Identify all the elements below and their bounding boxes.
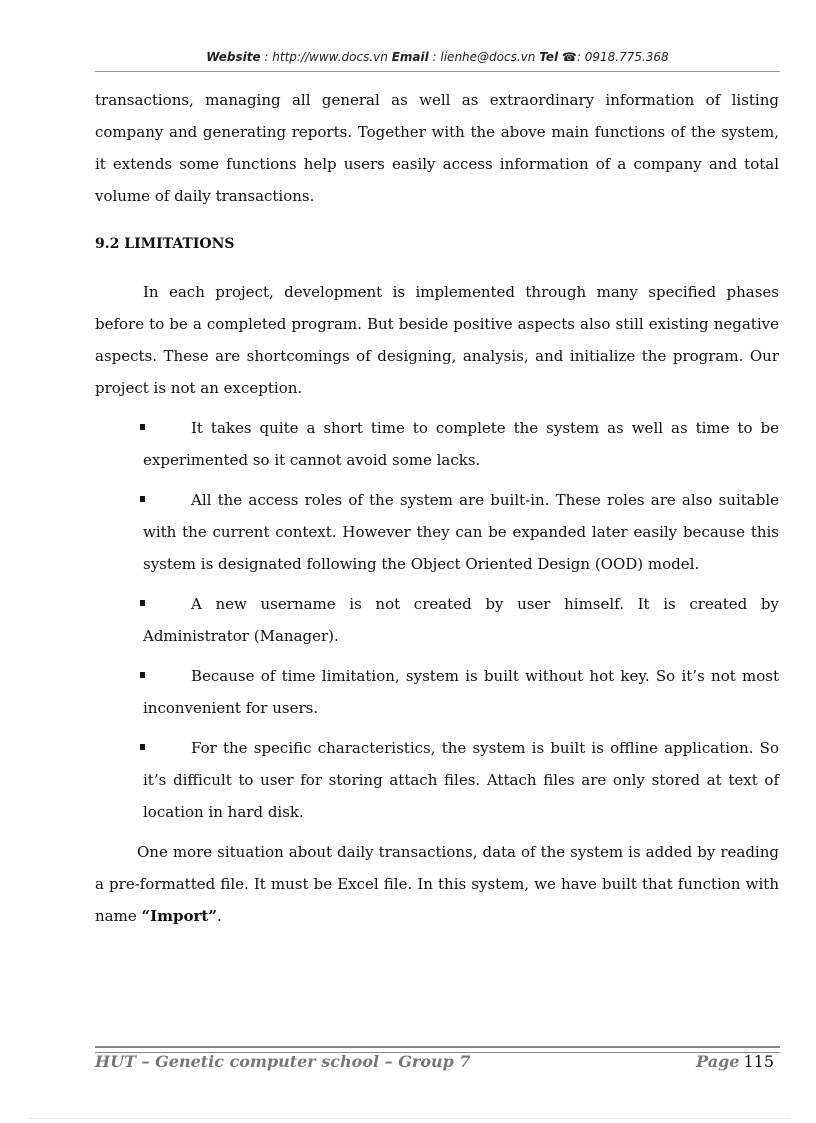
list-item — [95, 484, 779, 580]
closing-text: One more situation about daily transactions, data of the system is added by reading a pre-formatted file. It must be Excel file. In this system, we have built that function with name — [95, 843, 779, 925]
lead-paragraph: In each project, development is implemented through many specified phases before to be a completed program. But beside positive aspects also still existing negative aspects. These are shortcomings of designing, analysis, and initialize the program. Our project is not an exception. — [95, 283, 779, 397]
telephone-icon: ☎ — [561, 50, 577, 64]
intro-paragraph: transactions, managing all general as well as extraordinary information of listing company and generating reports. Together with the above main functions of the system, it extends some functions help users easily access information of a company and total volume of daily transactions. — [95, 91, 779, 205]
bullet-icon — [140, 600, 145, 606]
page-number-block — [696, 1052, 774, 1071]
limitations-list — [95, 412, 779, 828]
bullet-icon — [140, 744, 145, 750]
bullet-icon — [140, 424, 145, 430]
closing-end: . — [216, 907, 222, 925]
page-edge — [30, 1118, 790, 1119]
list-item — [95, 588, 779, 652]
header-divider — [95, 71, 780, 72]
website-value: : http://www.docs.vn — [260, 50, 392, 64]
tel-label: Tel — [539, 50, 559, 64]
list-item — [95, 412, 779, 476]
page-header — [95, 50, 780, 64]
closing-paragraph — [95, 836, 779, 932]
section-heading: 9.2 LIMITATIONS — [95, 236, 235, 252]
email-label: Email — [391, 50, 429, 64]
list-item-text: All the access roles of the system are built-in. These roles are also suitable with the current context. However they can be expanded later easily because this system is designated following the Object Oriented Design (OOD) model. — [143, 491, 779, 573]
list-item-text: For the specific characteristics, the system is built is offline application. So it’s difficult to user for storing attach files. Attach files are only stored at text of location in hard disk. — [143, 739, 779, 821]
email-value: : lienhe@docs.vn — [428, 50, 540, 64]
website-label: Website — [206, 50, 261, 64]
bullet-icon — [140, 672, 145, 678]
page-body — [95, 84, 779, 932]
list-item-text: It takes quite a short time to complete the system as well as time to be experimented so it cannot avoid some lacks. — [143, 419, 779, 469]
page-number: 115 — [743, 1052, 774, 1071]
list-item — [95, 732, 779, 828]
import-emphasis: “Import” — [141, 907, 217, 925]
list-item-text: Because of time limitation, system is built without hot key. So it’s not most inconvenient for users. — [143, 667, 779, 717]
list-item — [95, 660, 779, 724]
page-footer — [95, 1052, 780, 1076]
bullet-icon — [140, 496, 145, 502]
tel-value: : 0918.775.368 — [576, 50, 669, 64]
page-label: Page — [696, 1052, 740, 1071]
list-item-text: A new username is not created by user himself. It is created by Administrator (Manager). — [143, 595, 779, 645]
footer-title: HUT – Genetic computer school – Group 7 — [95, 1052, 471, 1071]
